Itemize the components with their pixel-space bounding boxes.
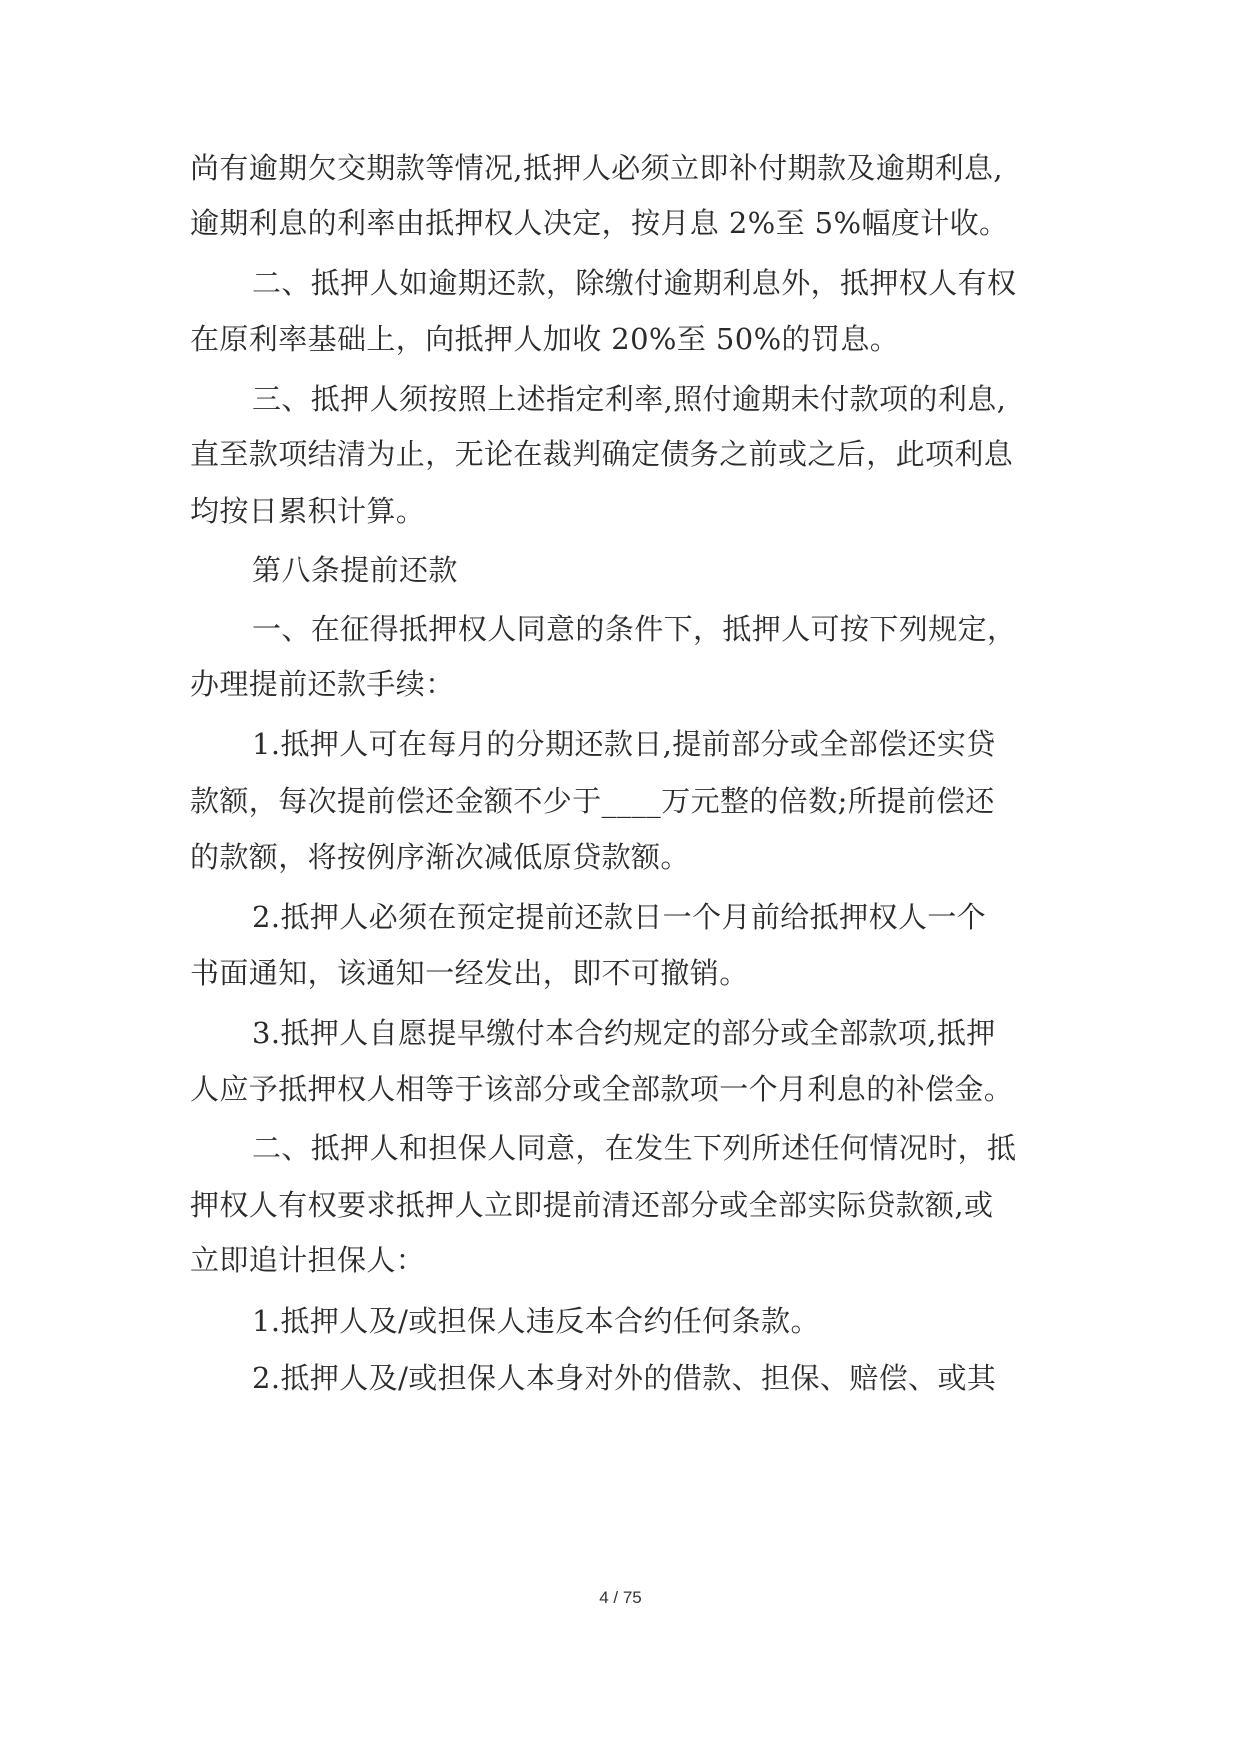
paragraph-first-line: 二、抵押人如逾期还款，除缴付逾期利息外，抵押权人有权 (252, 266, 1017, 300)
paragraph-first-line: 三、抵押人须按照上述指定利率,照付逾期未付款项的利息, (252, 382, 1007, 416)
paragraph-first-line: 一、在征得抵押权人同意的条件下，抵押人可按下列规定， (252, 612, 1017, 646)
paragraph-first-line: 1.抵押人及/或担保人违反本合约任何条款。 (252, 1304, 820, 1338)
paragraph-first-line: 二、抵押人和担保人同意，在发生下列所述任何情况时，抵 (252, 1131, 1017, 1165)
text-line: 尚有逾期欠交期款等情况,抵押人必须立即补付期款及逾期利息, (190, 151, 1004, 185)
paragraph-first-line: 1.抵押人可在每月的分期还款日,提前部分或全部偿还实贷 (252, 727, 996, 761)
section-heading: 第八条提前还款 (252, 553, 458, 587)
text-line: 办理提前还款手续： (190, 667, 455, 701)
paragraph-first-line: 2.抵押人必须在预定提前还款日一个月前给抵押权人一个 (252, 900, 987, 934)
page-number: 4 / 75 (599, 1588, 642, 1607)
text-line: 书面通知，该通知一经发出，即不可撤销。 (190, 956, 749, 990)
text-line: 直至款项结清为止，无论在裁判确定债务之前或之后，此项利息 (190, 437, 1014, 471)
text-line: 均按日累积计算。 (190, 494, 426, 528)
text-line: 人应予抵押权人相等于该部分或全部款项一个月利息的补偿金。 (190, 1072, 1014, 1106)
text-line: 立即追计担保人： (190, 1243, 426, 1277)
text-line: 款额，每次提前偿还金额不少于____万元整的倍数;所提前偿还 (190, 784, 995, 818)
text-line: 的款额，将按例序渐次减低原贷款额。 (190, 840, 690, 874)
paragraph-first-line: 3.抵押人自愿提早缴付本合约规定的部分或全部款项,抵押 (252, 1016, 996, 1050)
text-line: 押权人有权要求抵押人立即提前清还部分或全部实际贷款额,或 (190, 1188, 994, 1222)
text-line: 逾期利息的利率由抵押权人决定，按月息 2%至 5%幅度计收。 (190, 206, 1009, 240)
paragraph-first-line: 2.抵押人及/或担保人本身对外的借款、担保、赔偿、或其 (252, 1361, 997, 1395)
text-line: 在原利率基础上，向抵押人加收 20%至 50%的罚息。 (190, 322, 900, 356)
